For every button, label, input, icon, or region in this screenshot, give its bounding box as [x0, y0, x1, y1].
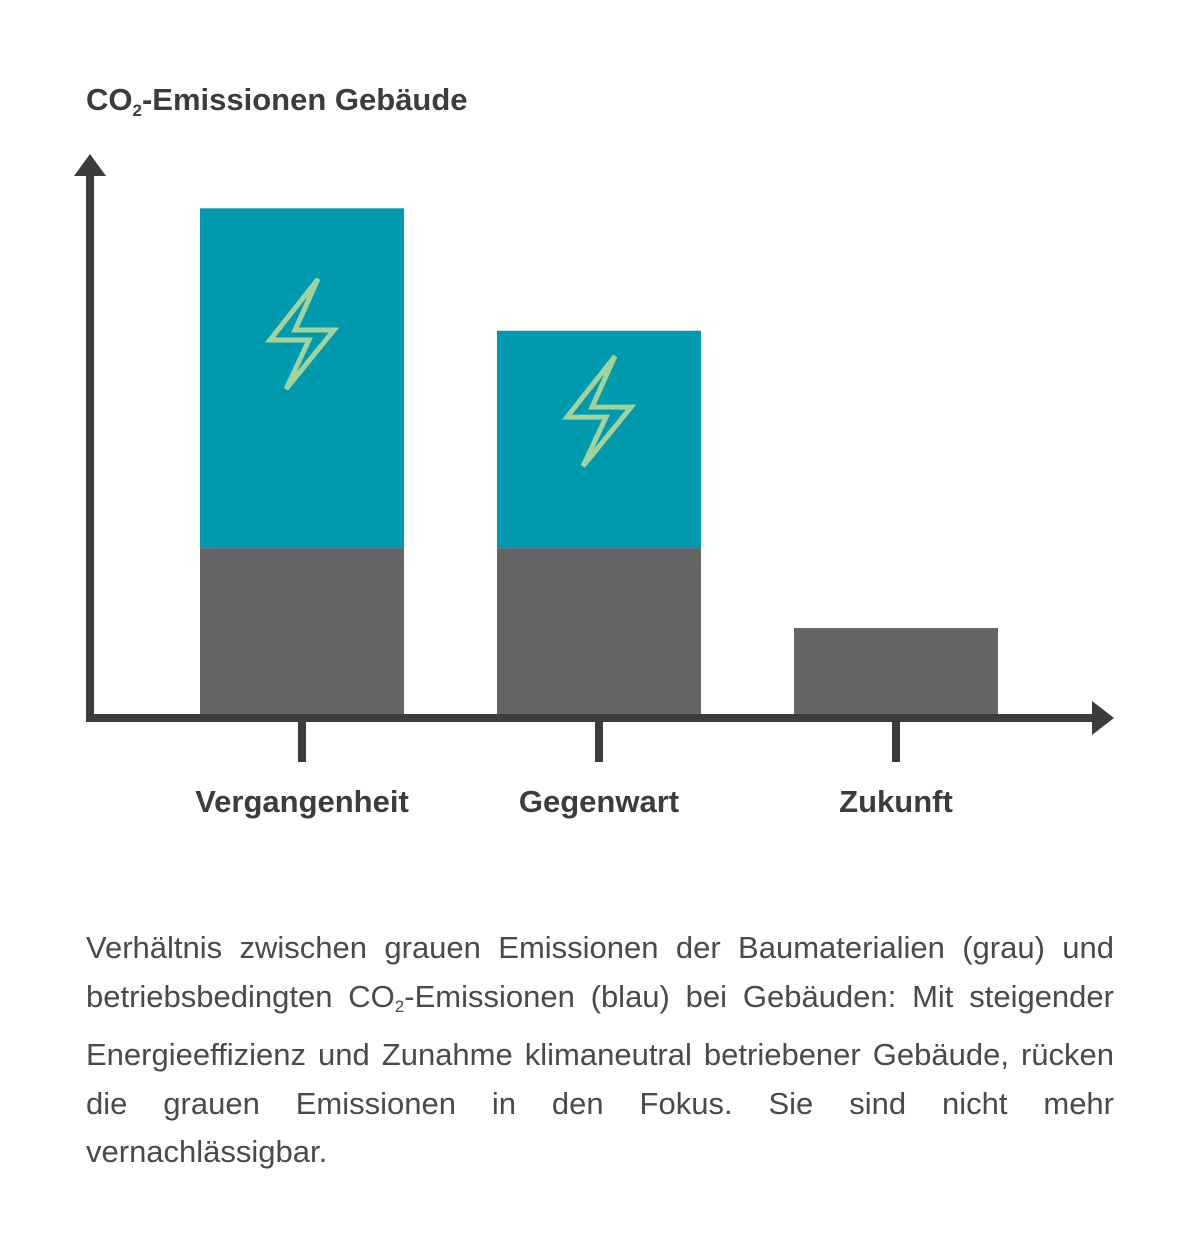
bar-blau-vergangenheit [200, 208, 404, 548]
bar-grau-zukunft [794, 628, 998, 718]
bar-blau-gegenwart [497, 331, 701, 548]
x-tick-label-vergangenheit: Vergangenheit [195, 784, 409, 819]
chart-caption [86, 924, 1114, 1177]
caption-part1: Verhältnis zwischen grauen Emissionen der Baumaterialien (grau) und betriebsbedingten CO [86, 930, 1114, 1014]
chart-title-suffix: -Emissionen Gebäude [141, 82, 468, 117]
bar-grau-gegenwart [497, 548, 701, 718]
chart-title-prefix: CO [86, 82, 133, 117]
chart-title-subscript: 2 [132, 101, 142, 120]
bar-grau-vergangenheit [200, 548, 404, 718]
x-tick-label-gegenwart: Gegenwart [518, 784, 680, 819]
caption-part2: -Emissionen (blau) bei Gebäuden: Mit steigender Energieeffizienz und Zunahme klimaneutral betriebener Gebäude, rücken die grauen Emissionen in den Fokus. Sie sind nicht mehr vernachlässigbar. [86, 978, 1114, 1169]
x-axis-arrow-icon [1092, 701, 1114, 735]
x-tick-label-zukunft: Zukunft [839, 784, 953, 819]
caption-subscript: 2 [394, 996, 405, 1016]
y-axis-arrow-icon [74, 154, 106, 176]
